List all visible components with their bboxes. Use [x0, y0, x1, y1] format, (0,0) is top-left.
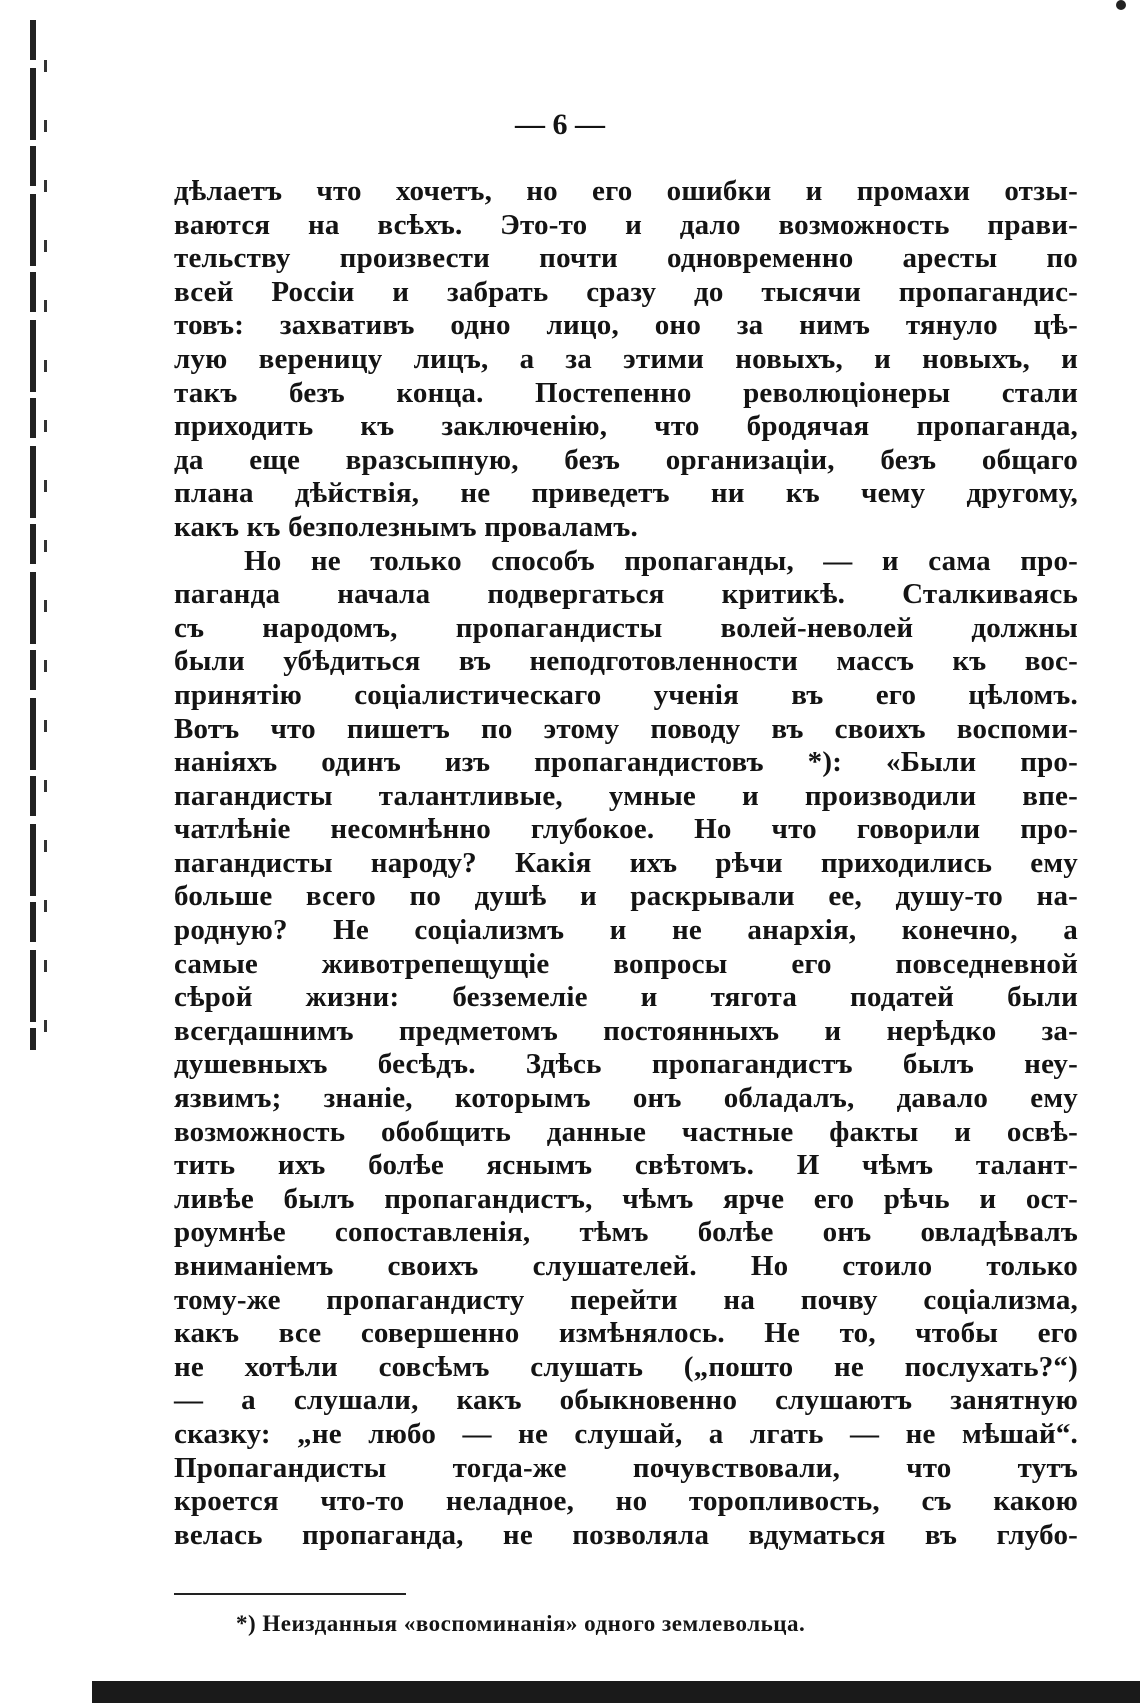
text-line: пагандисты народу? Какiя ихъ рѣчи приходились ему — [174, 846, 1078, 879]
text-line: вниманiемъ своихъ слушателей. Но стоило только — [174, 1250, 1078, 1282]
scan-bottom-edge — [92, 1681, 1140, 1703]
text-line: были убѣдиться въ неподготовленности массъ къ вос- — [174, 645, 1078, 678]
text-line: велась пропаганда, не позволяла вдуматься въ глубо- — [174, 1518, 1078, 1551]
text-line: — а слушали, какъ обыкновенно слушаютъ занятную — [174, 1384, 1078, 1417]
text-line: пагандисты талантливые, умные и производили впе- — [174, 779, 1078, 812]
text-line: тому-же пропагандисту перейти на почву соцiализма, — [174, 1283, 1078, 1316]
text-line: возможность обобщить данные частные факты и освѣ- — [174, 1115, 1078, 1148]
paragraph-start-line: Но не только способъ пропаганды, — и сама про- — [244, 544, 1078, 577]
text-line: нанiяхъ одинъ изъ пропагандистовъ *): «Были про- — [174, 746, 1078, 779]
text-line: принятiю соцiалистическаго ученiя въ его цѣломъ. — [174, 678, 1078, 711]
scan-left-edge-mark — [44, 60, 47, 1040]
text-line: какъ все совершенно измѣнялось. Не то, чтобы его — [174, 1317, 1078, 1350]
text-line: приходить къ заключенiю, что бродячая пропаганда, — [174, 410, 1078, 443]
text-line: роумнѣе сопоставленiя, тѣмъ болѣе онъ овладѣвалъ — [174, 1216, 1078, 1249]
text-line: какъ къ безполезнымъ проваламъ. — [174, 510, 638, 543]
text-line: Пропагандисты тогда-же почувствовали, что тутъ — [174, 1451, 1078, 1484]
text-line: да еще вразсыпную, безъ организацiи, безъ общаго — [174, 443, 1078, 476]
footnote: *) Неизданныя «воспоминанiя» одного землевольца. — [236, 1611, 806, 1636]
text-line: кроется что-то неладное, но торопливость, съ какою — [174, 1485, 1078, 1518]
text-line: родную? Не соцiализмъ и не анархiя, конечно, а — [174, 914, 1078, 947]
text-line: больше всего по душѣ и раскрывали ее, душу-то на- — [174, 880, 1078, 913]
scan-speck — [1116, 0, 1126, 10]
text-line: Вотъ что пишетъ по этому поводу въ своихъ воспоми- — [174, 712, 1078, 745]
body-text — [174, 175, 1078, 1552]
text-line: лую вереницу лицъ, а за этими новыхъ, и новыхъ, и — [174, 342, 1078, 375]
text-line: такъ безъ конца. Постепенно революцiонеры стали — [174, 376, 1078, 409]
footnote-rule — [174, 1593, 406, 1595]
text-line: тельству произвести почти одновременно аресты по — [174, 242, 1078, 275]
text-line: товъ: захвативъ одно лицо, оно за нимъ тянуло цѣ- — [174, 309, 1078, 342]
text-line: не хотѣли совсѣмъ слушать („пошто не послухать?“) — [174, 1350, 1078, 1383]
text-line: плана дѣйствiя, не приведетъ ни къ чему другому, — [174, 477, 1078, 510]
page-number: — 6 — — [515, 108, 605, 141]
text-line: сѣрой жизни: безземелiе и тягота податей были — [174, 981, 1078, 1014]
scan-left-edge — [30, 20, 36, 1050]
text-line: съ народомъ, пропагандисты волей-неволей должны — [174, 611, 1078, 644]
text-line: паганда начала подвергаться критикѣ. Сталкиваясь — [174, 578, 1078, 611]
text-line: всегдашнимъ предметомъ постоянныхъ и нерѣдко за- — [174, 1014, 1078, 1047]
text-line: самые животрепещущiе вопросы его повседневной — [174, 947, 1078, 980]
text-line: чатлѣнiе несомнѣнно глубокое. Но что говорили про- — [174, 813, 1078, 846]
text-line: ливѣе былъ пропагандистъ, чѣмъ ярче его рѣчь и ост- — [174, 1182, 1078, 1215]
text-line: всей Россiи и забрать сразу до тысячи пропагандис- — [174, 275, 1078, 308]
text-line: душевныхъ бесѣдъ. Здѣсь пропагандистъ былъ неу- — [174, 1048, 1078, 1081]
text-line: язвимъ; знанiе, которымъ онъ обладалъ, давало ему — [174, 1082, 1078, 1115]
text-line: ваются на всѣхъ. Это-то и дало возможность прави- — [174, 208, 1078, 241]
text-line: дѣлаетъ что хочетъ, но его ошибки и промахи отзы- — [174, 175, 1078, 207]
text-line: тить ихъ болѣе яснымъ свѣтомъ. И чѣмъ талант- — [174, 1149, 1078, 1182]
text-line: сказку: „не любо — не слушай, а лгать — не мѣшай“. — [174, 1417, 1078, 1450]
